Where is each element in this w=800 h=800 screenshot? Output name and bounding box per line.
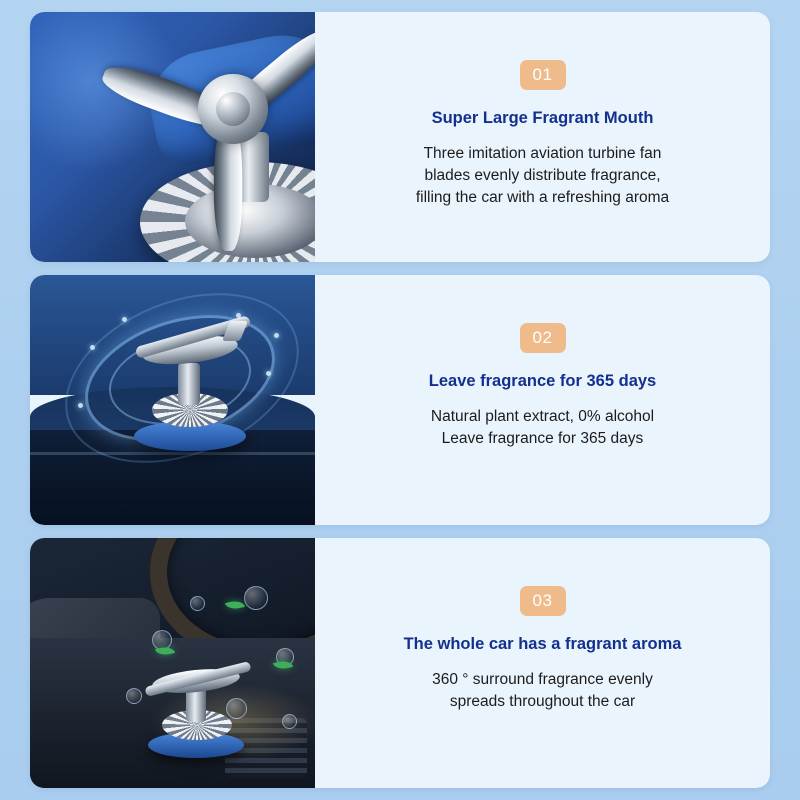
bubble-icon bbox=[190, 596, 205, 611]
feature-card-02 bbox=[30, 275, 770, 525]
feature-badge: 03 bbox=[520, 586, 566, 616]
bubble-icon bbox=[226, 698, 247, 719]
feature-image-propeller bbox=[30, 12, 315, 262]
propeller-nose bbox=[216, 92, 250, 126]
sparkle-icon bbox=[122, 317, 127, 322]
feature-card-03 bbox=[30, 538, 770, 788]
feature-badge: 02 bbox=[520, 323, 566, 353]
sparkle-icon bbox=[274, 333, 279, 338]
feature-text-03 bbox=[315, 538, 770, 788]
feature-title: The whole car has a fragrant aroma bbox=[403, 635, 682, 653]
feature-description: Three imitation aviation turbine fan blades evenly distribute fragrance, filling the car with a refreshing aroma bbox=[415, 145, 670, 207]
diffuser-post bbox=[178, 363, 200, 405]
feature-title: Super Large Fragrant Mouth bbox=[431, 109, 654, 127]
bubble-icon bbox=[244, 586, 268, 610]
feature-badge: 01 bbox=[520, 60, 566, 90]
sparkle-icon bbox=[90, 345, 95, 350]
feature-card-01 bbox=[30, 12, 770, 262]
feature-description: Natural plant extract, 0% alcohol Leave fragrance for 365 days bbox=[430, 408, 655, 448]
feature-title: Leave fragrance for 365 days bbox=[428, 372, 657, 390]
feature-image-interior bbox=[30, 538, 315, 788]
bubble-icon bbox=[126, 688, 142, 704]
feature-text-01 bbox=[315, 12, 770, 262]
feature-text-02 bbox=[315, 275, 770, 525]
sparkle-icon bbox=[78, 403, 83, 408]
feature-description: 360 ° surround fragrance evenly spreads throughout the car bbox=[432, 671, 653, 711]
bubble-icon bbox=[282, 714, 297, 729]
feature-image-dashboard bbox=[30, 275, 315, 525]
sparkle-icon bbox=[266, 371, 271, 376]
